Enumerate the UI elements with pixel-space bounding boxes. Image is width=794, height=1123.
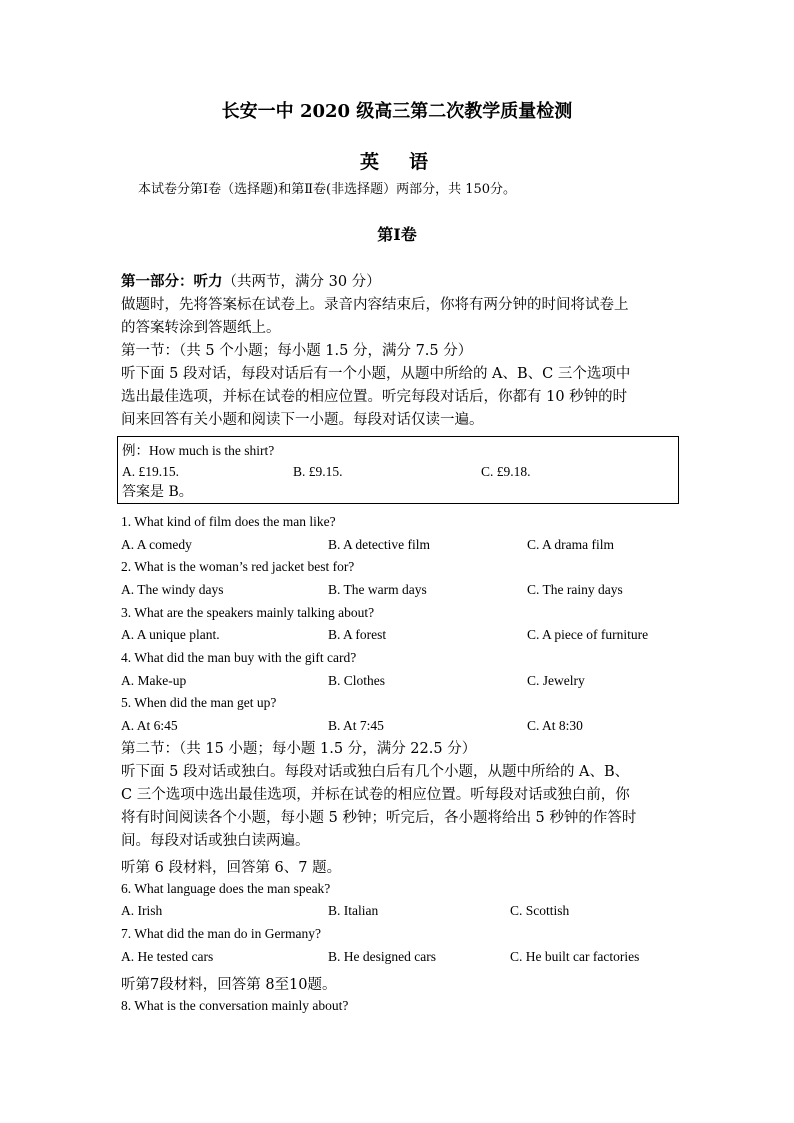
q7-option-c: C. He built car factories — [510, 949, 640, 964]
question-3: 3. What are the speakers mainly talking about? — [121, 605, 375, 620]
q3-option-c: C. A piece of furniture — [527, 627, 649, 642]
section1-instruction-line: 选出最佳选项，并标在试卷的相应位置。听完每段对话后，你都有 10 秒钟的时 — [121, 389, 628, 405]
question-6: 6. What language does the man speak? — [121, 881, 331, 896]
q3-option-b: B. A forest — [328, 627, 387, 642]
question-1: 1. What kind of film does the man like? — [121, 514, 336, 529]
part1-instruction-line: 的答案转涂到答题纸上。 — [121, 320, 281, 336]
part1-heading-label: 第一部分：听力 — [121, 273, 223, 290]
q3-option-a: A. A unique plant. — [121, 627, 220, 642]
section2-instruction-line: 听下面 5 段对话或独白。每段对话或独白后有几个小题，从题中所给的 A、B、 — [121, 764, 630, 780]
q7-option-a: A. He tested cars — [121, 949, 214, 964]
part1-instruction-line: 做题时，先将答案标在试卷上。录音内容结束后，你将有两分钟的时间将试卷上 — [121, 297, 629, 313]
material-7-instruction: 听第7段材料，回答第 8至10题。 — [121, 977, 337, 993]
question-5: 5. When did the man get up? — [121, 695, 277, 710]
q1-option-b: B. A detective film — [328, 537, 430, 552]
q6-option-b: B. Italian — [328, 903, 379, 918]
q5-option-b: B. At 7:45 — [328, 718, 384, 733]
q2-option-b: B. The warm days — [328, 582, 427, 597]
material-6-instruction: 听第 6 段材料，回答第 6、7 题。 — [121, 860, 342, 876]
section1-heading: 第一节：（共 5 个小题；每小题 1.5 分，满分 7.5 分） — [121, 343, 473, 359]
q2-option-c: C. The rainy days — [527, 582, 623, 597]
example-box — [117, 436, 679, 504]
section2-instruction-line: 将有时间阅读各个小题，每小题 5 秒钟；听完后，各小题将给出 5 秒钟的作答时 — [121, 810, 637, 826]
example-option-a: A. £19.15. — [122, 464, 179, 479]
part1-heading — [121, 270, 681, 294]
q5-option-c: C. At 8:30 — [527, 718, 583, 733]
example-answer: 答案是 B。 — [122, 484, 193, 500]
question-2: 2. What is the woman’s red jacket best for? — [121, 559, 355, 574]
section2-heading: 第二节：（共 15 小题；每小题 1.5 分，满分 22.5 分） — [121, 741, 477, 757]
q4-option-a: A. Make-up — [121, 673, 187, 688]
q2-option-a: A. The windy days — [121, 582, 224, 597]
part1-heading-note: （共两节，满分 30 分） — [222, 274, 381, 290]
volume-title: 第Ⅰ卷 — [377, 225, 417, 244]
q5-option-a: A. At 6:45 — [121, 718, 178, 733]
section2-instruction-line: C 三个选项中选出最佳选项，并标在试卷的相应位置。听每段对话或独白前，你 — [121, 787, 630, 803]
part1-block — [121, 270, 681, 432]
q4-option-b: B. Clothes — [328, 673, 386, 688]
example-options — [122, 461, 674, 482]
example-option-b: B. £9.15. — [293, 464, 343, 479]
q6-option-c: C. Scottish — [510, 903, 570, 918]
q6-option-a: A. Irish — [121, 903, 163, 918]
q1-option-a: A. A comedy — [121, 537, 192, 552]
question-4: 4. What did the man buy with the gift card? — [121, 650, 357, 665]
section2-block — [121, 738, 681, 853]
example-option-c: C. £9.18. — [481, 464, 531, 479]
section1-instruction-line: 听下面 5 段对话，每段对话后有一个小题，从题中所给的 A、B、C 三个选项中 — [121, 366, 631, 382]
q4-option-c: C. Jewelry — [527, 673, 585, 688]
section2-instruction-line: 间。每段对话或独白读两遍。 — [121, 833, 310, 849]
question-7: 7. What did the man do in Germany? — [121, 926, 321, 941]
q1-option-c: C. A drama film — [527, 537, 614, 552]
subject-title: 英语 — [359, 151, 458, 173]
exam-intro: 本试卷分第Ⅰ卷（选择题)和第Ⅱ卷(非选择题）两部分，共 150分。 — [138, 182, 517, 197]
q7-option-b: B. He designed cars — [328, 949, 436, 964]
section1-instruction-line: 间来回答有关小题和阅读下一小题。每段对话仅读一遍。 — [121, 412, 484, 428]
example-question: 例：How much is the shirt? — [122, 443, 275, 458]
exam-title: 长安一中 2020 级高三第二次教学质量检测 — [221, 101, 573, 122]
question-8: 8. What is the conversation mainly about? — [121, 998, 349, 1013]
